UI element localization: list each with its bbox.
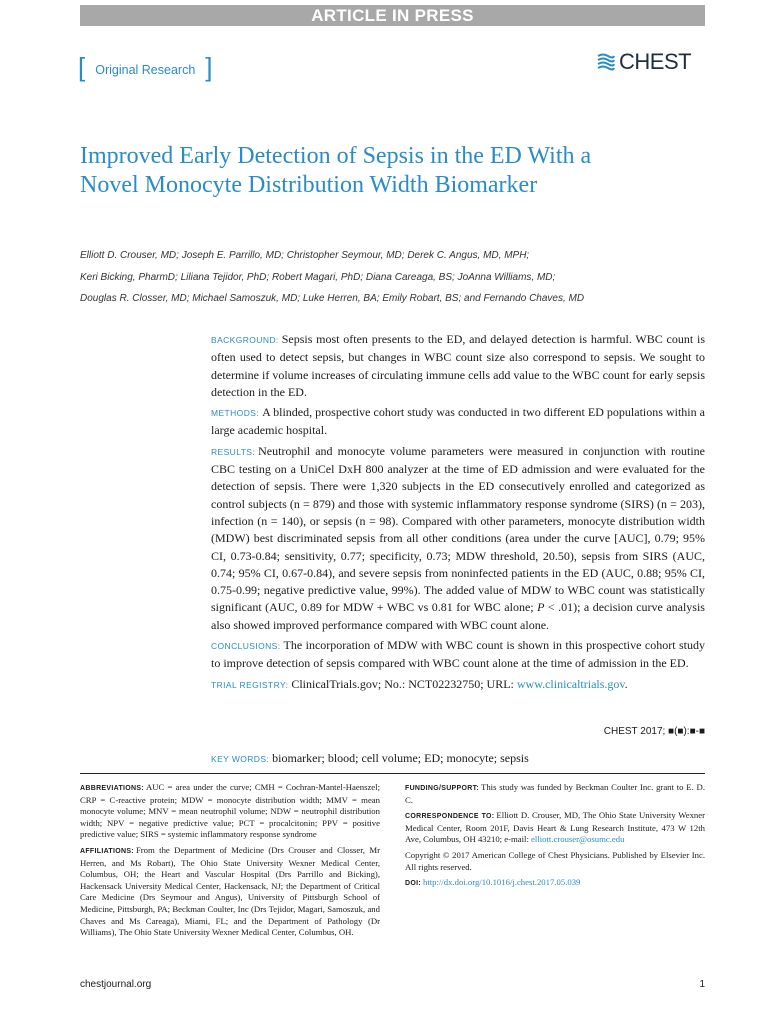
correspondence-note (405, 810, 705, 846)
author-line: Douglas R. Closser, MD; Michael Samoszuk, MD; Luke Herren, BA; Emily Robart, BS; and Fernando Chaves, MD (80, 293, 585, 304)
results-text: Neutrophil and monocyte volume parameters were measured in conjunction with routine CBC testing on a UniCel DxH 800 analyzer at the time of ED admission and were evaluated for the detection of sepsis. There were 1,320 subjects in the ED consecutively enrolled and categorized as control subjects (n = 879) and those with systemic inflammatory response syndrome (SIRS) (n = 203), infection (n = 140), or sepsis (n = 98). Compared with other parameters, monocyte distribution width (MDW) best discriminated sepsis from all other conditions (area under the curve [AUC], 0.79; 95% CI, 0.73-0.84; sensitivity, 0.77; specificity, 0.73; MDW threshold, 20.50), sepsis from SIRS (AUC, 0.74; 95% CI, 0.67-0.84), and severe sepsis from noninfected patients in the ED (AUC, 0.88; 95% CI, 0.75-0.99; negative predictive value, 99%). The added value of MDW to WBC count was statistically significant (AUC, 0.89 for MDW + WBC vs 0.81 for WBC alone; (211, 443, 705, 615)
affiliations-note (80, 845, 380, 939)
left-bracket: [ (78, 52, 86, 82)
results-text-tail: < .01); a decision curve analysis also showed improved performance compared with WBC count alone. (211, 600, 705, 632)
chest-logo-icon (596, 52, 616, 72)
journal-citation: CHEST 2017; ■(■):■-■ (603, 726, 705, 737)
chest-logo (596, 50, 708, 74)
correspondence-email-link[interactable]: elliott.crouser@osumc.edu (531, 834, 625, 845)
doi-link[interactable]: http://dx.doi.org/10.1016/j.chest.2017.05.039 (422, 877, 581, 888)
section-label (78, 52, 213, 82)
abstract-trial-registry (211, 676, 705, 694)
abbreviations-heading: ABBREVIATIONS: (80, 785, 144, 792)
doi-heading: DOI: (405, 880, 421, 888)
abstract-methods (211, 404, 705, 440)
correspondence-text: Elliott D. Crouser, MD, The Ohio State University Wexner Medical Center, Room 201F, Davis Heart & Lung Research Institute, 473 W 12th Ave, Columbus, OH 43210; e-mail: (405, 810, 706, 845)
author-line: Elliott D. Crouser, MD; Joseph E. Parrillo, MD; Christopher Seymour, MD; Derek C. Angus, MD, MPH; (80, 250, 530, 261)
doi-note (405, 877, 705, 890)
footnote-column-left (80, 782, 380, 943)
article-in-press-banner: ARTICLE IN PRESS (80, 5, 705, 26)
funding-note (405, 782, 705, 806)
affiliations-heading: AFFILIATIONS: (80, 847, 134, 855)
article-title: Improved Early Detection of Sepsis in the ED With a Novel Monocyte Distribution Width Biomarker (80, 143, 592, 198)
author-line: Keri Bicking, PharmD; Liliana Tejidor, PhD; Robert Magari, PhD; Diana Careaga, BS; JoAnna Williams, MD; (80, 271, 556, 283)
footnote-divider (80, 773, 705, 774)
keywords-text: biomarker; blood; cell volume; ED; monocyte; sepsis (272, 751, 529, 765)
trial-registry-link[interactable]: www.clinicaltrials.gov (516, 676, 625, 691)
abbreviations-text: AUC = area under the curve; CMH = Cochran-Mantel-Haenszel; CRP = C-reactive protein; MDW = monocyte distribution width; MMV = mean monocyte volume; MNV = mean neutrophil volume; NDW = neutrophil distribution width; NPV = negative predictive value; PCT = procalcitonin; PPV = positive predictive value; SIRS = systemic inflammatory response syndrome (80, 782, 380, 840)
abstract-background (211, 331, 705, 401)
methods-heading: METHODS: (211, 408, 260, 419)
keywords (211, 750, 705, 768)
abstract (211, 331, 705, 697)
chest-logo-text: CHEST (619, 49, 692, 74)
right-bracket: ] (205, 52, 213, 82)
abstract-conclusions (211, 637, 705, 673)
results-heading: RESULTS: (211, 446, 256, 457)
methods-text: A blinded, prospective cohort study was conducted in two different ED populations within a large academic hospital. (211, 405, 705, 438)
correspondence-heading: CORRESPONDENCE TO: (405, 813, 495, 821)
section-label-text: Original Research (95, 63, 196, 77)
affiliations-text: From the Department of Medicine (Drs Crouser and Closser, Mr Herren, and Ms Robart), The Ohio State University Wexner Medical Center, Columbus, OH; the Heart and Vascular Hospital (Drs Parrillo and Bicking), Hackensack University Medical Center, Hackensack, NJ; the Department of Critical Care Medicine (Drs Seymour and Angus), University of Pittsburgh School of Medicine, Pittsburgh, PA; Beckman Coulter, Inc (Drs Tejidor, Magari, Samoszuk, and Chaves and Ms Careaga), Miami, FL; and the Department of Pathology (Dr Williams), The Ohio State University Wexner Medical Center, Columbus, OH. (80, 844, 380, 938)
background-text: Sepsis most often presents to the ED, and delayed detection is harmful. WBC count is often used to detect sepsis, but changes in WBC count size also correspond to sepsis. We sought to determine if volume increases of circulating immune cells add value to the WBC count for early sepsis detection in the ED. (211, 332, 705, 399)
background-heading: BACKGROUND: (211, 335, 279, 345)
author-list (80, 245, 705, 310)
conclusions-text: The incorporation of MDW with WBC count is shown in this prospective cohort study to improve detection of sepsis compared with WBC count alone at the time of admission in the ED. (211, 638, 705, 671)
footnote-column-right (405, 782, 705, 894)
abbreviations-note (80, 782, 380, 841)
journal-website[interactable]: chestjournal.org (80, 979, 152, 990)
funding-text: This study was funded by Beckman Coulter Inc. grant to E. D. C. (405, 782, 705, 805)
trial-registry-text: ClinicalTrials.gov; No.: NCT02232750; URL: (291, 676, 517, 691)
conclusions-heading: CONCLUSIONS: (211, 641, 281, 652)
abstract-results (211, 443, 705, 634)
funding-heading: FUNDING/SUPPORT: (405, 785, 480, 792)
p-value-symbol: P (537, 600, 545, 615)
page-number: 1 (699, 979, 705, 990)
trial-registry-heading: TRIAL REGISTRY: (211, 679, 289, 690)
copyright-note: Copyright © 2017 American College of Chest Physicians. Published by Elsevier Inc. All rights reserved. (405, 849, 705, 872)
keywords-heading: KEY WORDS: (211, 754, 270, 764)
trial-registry-end: . (624, 676, 628, 691)
